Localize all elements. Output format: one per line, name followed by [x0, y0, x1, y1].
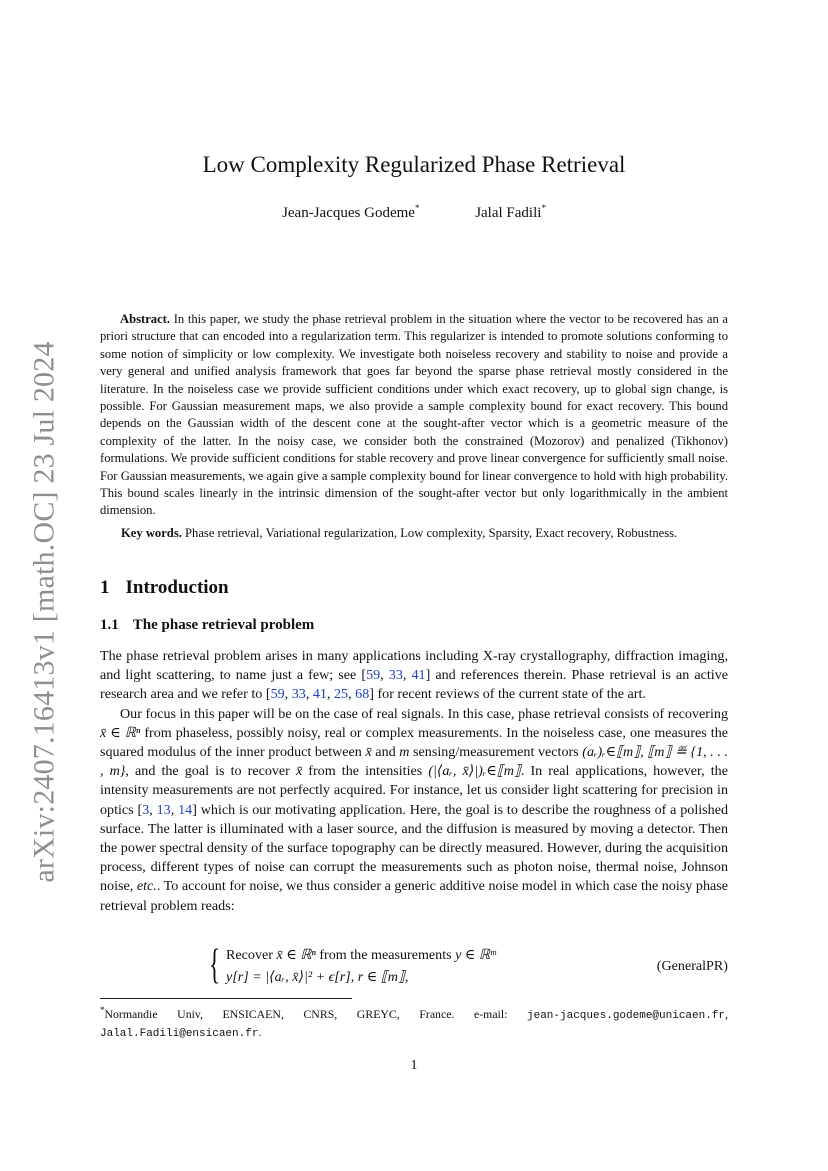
math-inline: x̄ [365, 744, 372, 761]
math-inline: m [399, 744, 410, 761]
abstract-label: Abstract. [120, 312, 171, 326]
section-title: Introduction [125, 577, 229, 598]
section-number: 1 [100, 577, 110, 598]
abstract-text: In this paper, we study the phase retrieval problem in the situation where the vector to be recovered has an a priori structure that can encoded into a regularization term. This regularizer is intended to promote solutions conforming to some notion of simplicity or low complexity. We investigate both noiseless recovery and stability to noise and provide a very general and unified analysis framework that goes far beyond the sparse phase retrieval mostly considered in the literature. In the noiseless case we provide sufficient conditions under which exact recovery, up to global sign change, is possible. For Gaussian measurement maps, we also provide a sample complexity bound for exact recovery. This bound depends on the Gaussian width of the descent cone at the sought-after vector which is a geometric measure of the complexity of the latter. In the noisy case, we consider both the constrained (Mozorov) and penalized (Tikhonov) formulations. We provide sufficient conditions for stable recovery and prove linear convergence for sufficiently small noise. For Gaussian measurements, we again give a sample complexity bound for linear convergence to hold with high probability. This bound scales linearly in the intrinsic dimension of the sought-after vector but only logarithmically in the ambient dimension. [100, 312, 728, 518]
keywords [121, 525, 741, 542]
citation-link[interactable]: 41 [312, 686, 327, 703]
section-heading [100, 577, 229, 599]
math-inline: x̄ [295, 763, 303, 780]
subsection-heading [100, 617, 314, 634]
footnote: *Normandie Univ, ENSICAEN, CNRS, GREYC, France. e-mail: jean-jacques.godeme@unicaen.fr, Jalal.Fadili@ensicaen.fr. [100, 1005, 728, 1040]
math-inline: (|⟨aᵣ, x̄⟩|)ᵣ∈⟦m⟧ [428, 763, 521, 780]
equation-line-2: y[r] = |⟨aᵣ, x̄⟩|² + ϵ[r], r ∈ ⟦m⟧, [226, 969, 409, 985]
author-2-name: Jalal Fadili [475, 205, 542, 221]
citation-link[interactable]: 33 [388, 667, 403, 684]
emphasis-etc: etc. [136, 878, 157, 895]
abstract [100, 311, 728, 520]
citation-link[interactable]: 59 [270, 686, 285, 703]
equation-line-1: Recover x̄ ∈ ℝⁿ from the measurements y ∈ ℝᵐ [226, 947, 496, 963]
citation-link[interactable]: 33 [291, 686, 306, 703]
citation-link[interactable]: 41 [411, 667, 426, 684]
email-link-1[interactable]: jean-jacques.godeme@unicaen.fr [527, 1009, 726, 1022]
citation-link[interactable]: 68 [355, 686, 370, 703]
arxiv-identifier-text: arXiv:2407.16413v1 [math.OC] 23 Jul 2024 [28, 341, 62, 883]
math-inline: (aᵣ)ᵣ∈⟦m⟧, ⟦m⟧ ≝ {1, . . . , m} [100, 744, 728, 780]
citation-link[interactable]: 59 [366, 667, 381, 684]
author-1 [282, 205, 419, 221]
left-brace-icon: { [209, 942, 221, 988]
author-1-mark: * [414, 203, 420, 213]
author-2 [475, 205, 546, 221]
arxiv-identifier-stamp [22, 341, 68, 883]
subsection-title: The phase retrieval problem [132, 617, 315, 633]
keywords-label: Key words. [121, 526, 182, 540]
author-1-name: Jean-Jacques Godeme [282, 205, 415, 221]
citation-link[interactable]: 13 [156, 801, 171, 818]
equation-tag: (GeneralPR) [656, 958, 728, 974]
body-text [100, 647, 728, 916]
subsection-number: 1.1 [100, 617, 119, 633]
footnote-divider [100, 998, 352, 999]
footnote-mark: * [100, 1005, 105, 1015]
author-list [0, 203, 828, 222]
paragraph-1: The phase retrieval problem arises in many applications including X-ray crystallography, diffraction imaging, and light scattering, to name just a few; see [59, 33, 41] and references therein. Phase retrieval is an active research area and we refer to [59, 33, 41, 25, 68] for recent reviews of the current state of the art. [100, 648, 728, 703]
page-number: 1 [410, 1058, 418, 1073]
paper-title: Low Complexity Regularized Phase Retrieval [202, 152, 626, 177]
citation-link[interactable]: 3 [142, 801, 150, 818]
author-2-mark: * [541, 203, 546, 213]
display-equation [100, 942, 728, 992]
footnote-text: Normandie Univ, ENSICAEN, CNRS, GREYC, France. e-mail: [104, 1006, 527, 1021]
keywords-text: Phase retrieval, Variational regularization, Low complexity, Sparsity, Exact recovery, Robustness. [185, 526, 678, 540]
paragraph-2: Our focus in this paper will be on the case of real signals. In this case, phase retrieval consists of recovering x̄ ∈ ℝⁿ from phaseless, possibly noisy, real or complex measurements. In the noiseless case, one measures the squared modulus of the inner product between x̄ and m sensing/measurement vectors (aᵣ)ᵣ∈⟦m⟧, ⟦m⟧ ≝ {1, . . . , m}, and the goal is to recover x̄ from the intensities (|⟨aᵣ, x̄⟩|)ᵣ∈⟦m⟧. In real applications, however, the intensity measurements are not perfectly acquired. For instance, let us consider light scattering for precision in optics [3, 13, 14] which is our motivating application. Here, the goal is to describe the roughness of a polished surface. The latter is illuminated with a laser source, and the diffusion is measured by moving a detector. Then the power spectral density of the surface topography can be directly measured. However, during the acquisition process, different types of noise can corrupt the measurements such as photon noise, thermal noise, Johnson noise, etc.. To account for noise, we thus consider a generic additive noise model in which case the noisy phase retrieval problem reads: [100, 705, 729, 914]
citation-link[interactable]: 14 [178, 801, 193, 818]
citation-link[interactable]: 25 [334, 686, 349, 703]
email-link-2[interactable]: Jalal.Fadili@ensicaen.fr [100, 1027, 259, 1040]
math-inline: x̄ ∈ ℝⁿ [100, 724, 141, 741]
